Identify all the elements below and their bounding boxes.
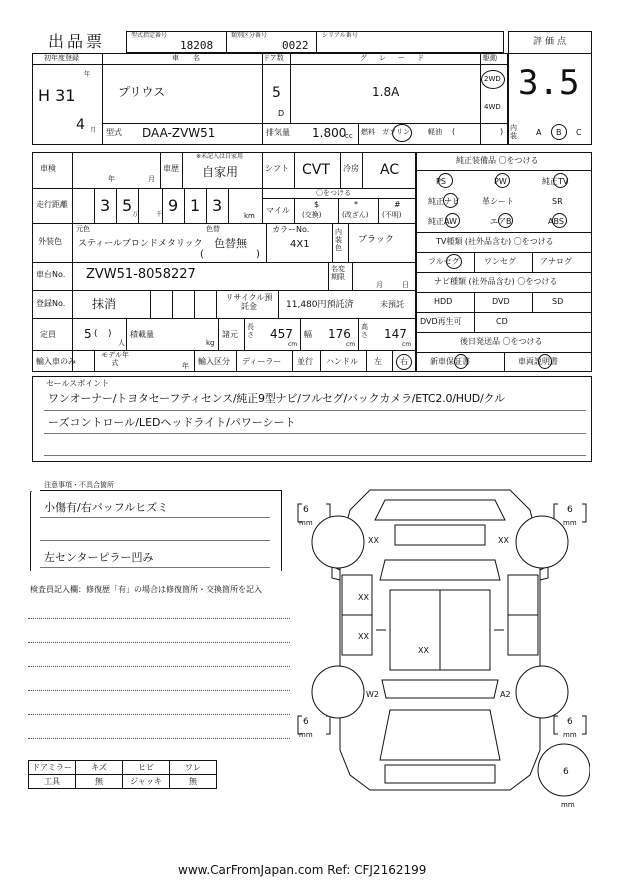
height-value: 147	[384, 327, 407, 341]
mileage-digit-3: 9	[168, 196, 179, 215]
load-label: 積載量	[130, 330, 154, 339]
exchange-label: (交換)	[302, 211, 322, 219]
tire-rear-left: 6	[303, 717, 309, 727]
class-no-value: 0022	[282, 39, 309, 52]
ac-label: 冷房	[343, 164, 359, 173]
dims-label: 諸元	[222, 330, 238, 339]
sales-point-line-1: ワンオーナー/トヨタセーフティセンス/純正9型ナビ/フルセグ/バックカメラ/ETC2.0/HUD/クル	[48, 392, 505, 405]
doors-label: ドア数	[263, 54, 284, 62]
recycle-value: 11,480円預託済	[286, 300, 354, 310]
unknown-label: (不明)	[382, 211, 402, 219]
length-value: 457	[270, 327, 293, 341]
ext-color-label: 外装色	[38, 237, 62, 246]
repaint-value: 色替無	[214, 237, 247, 250]
color-no-label: カラーNo.	[272, 225, 310, 234]
first-reg-label: 初年度登録	[44, 54, 79, 62]
drive-2wd-circle	[481, 70, 505, 89]
inspector-note: 検査員記入欄：修復歴「有」の場合は修復箇所・交換箇所を記入	[30, 585, 262, 594]
notes-label: 注意事項・不具合箇所	[44, 481, 114, 489]
interior-label: 内装	[510, 124, 517, 140]
displacement-label: 排気量	[266, 128, 290, 137]
first-reg-month: 4	[76, 117, 85, 133]
damage-mark: W2	[366, 690, 379, 699]
shaken-label: 車検	[40, 164, 56, 173]
notes-line-1: 小傷有/右バッフルヒズミ	[44, 501, 169, 514]
doors-value: 5	[272, 85, 281, 101]
grade-label: グレード	[360, 54, 436, 62]
recycle-label: リサイクル預託金	[225, 293, 273, 312]
tire-rear-right: 6	[567, 717, 573, 727]
model-no-label: 型式指定番号	[131, 32, 168, 39]
mileage-digit-2: 5	[122, 196, 133, 215]
interior-b-circle	[551, 124, 567, 140]
tv-title: TV種類 (社外品含む) 〇をつける	[436, 237, 554, 246]
equipment-title: 純正装備品 〇をつける	[456, 156, 539, 165]
capacity-value: 5	[84, 327, 92, 341]
damage-mark: XX	[498, 536, 509, 545]
ext-color-value: スティールブロンドメタリック	[78, 239, 203, 249]
capacity-label: 定員	[40, 330, 56, 339]
import-label: 輸入車のみ	[36, 357, 76, 366]
chassis-value: ZVW51-8058227	[86, 267, 196, 282]
sales-point-label: セールスポイント	[46, 379, 110, 388]
tire-spare: 6	[563, 767, 569, 777]
import-cat-label: 輸入区分	[198, 357, 230, 366]
tamper-label: (改ざん)	[342, 211, 369, 219]
tire-front-right: 6	[567, 505, 573, 515]
int-color-value: ブラック	[358, 235, 394, 245]
damage-mark: XX	[358, 632, 369, 641]
mileage-digit-5: 3	[212, 196, 223, 215]
fuel-label: 燃料	[361, 128, 375, 136]
damage-mark: A2	[500, 690, 511, 699]
damage-mark: XX	[358, 593, 369, 602]
car-name-value: プリウス	[118, 85, 166, 99]
mileage-label: 走行距離	[36, 200, 68, 209]
reg-label: 登録No.	[36, 299, 66, 308]
sheet-title: 出品票	[48, 32, 106, 51]
chassis-label: 車台No.	[36, 270, 66, 279]
score-value: 3.5	[518, 63, 580, 103]
mileage-digit-1: 3	[100, 196, 111, 215]
shift-value: CVT	[302, 162, 330, 178]
ac-value: AC	[380, 162, 400, 178]
first-reg-era: H 31	[38, 86, 76, 105]
legend-table: ドアミラー キズ ヒビ ワレ 工具 無 ジャッキ 無	[28, 760, 217, 789]
damage-mark: XX	[368, 536, 379, 545]
shift-label: シフト	[265, 164, 289, 173]
car-damage-diagram	[290, 470, 590, 810]
fuel-gasoline-circle	[392, 124, 412, 142]
fuel-gasoline: ガソリン	[382, 128, 410, 136]
drive-4wd: 4WD	[484, 103, 501, 111]
history-label: 車歴	[163, 164, 179, 173]
fuel-diesel: 軽油	[428, 128, 442, 136]
serial-label: シリアル番号	[322, 32, 358, 39]
reg-value: 抹消	[92, 297, 117, 311]
handle-right-circle	[396, 354, 412, 370]
mileage-digit-4: 1	[190, 196, 201, 215]
post-title: 後日発送品 〇をつける	[460, 337, 543, 346]
color-no-value: 4X1	[290, 239, 310, 250]
drive-label: 駆動	[483, 54, 497, 62]
unpaid-label: 未預託	[380, 300, 404, 309]
score-label: 評価点	[533, 37, 570, 47]
tire-front-left: 6	[303, 505, 309, 515]
int-color-label: 内装色	[335, 228, 342, 253]
sales-point-line-2: ーズコントロール/LEDヘッドライト/パワーシート	[48, 416, 296, 429]
class-no-label: 類別区分番号	[231, 32, 268, 39]
drive-2wd: 2WD	[484, 75, 501, 83]
grade-value: 1.8A	[372, 85, 400, 99]
history-value: 自家用	[202, 165, 239, 179]
model-year-label: モデル年式	[101, 351, 129, 367]
mile-label: マイル	[266, 206, 290, 215]
model-value: DAA-ZVW51	[142, 126, 216, 140]
name-change-label: 名変期限	[331, 265, 345, 282]
footer-watermark: www.CarFromJapan.com Ref: CFJ2162199	[178, 863, 427, 877]
model-label: 型式	[106, 128, 122, 137]
car-name-label: 車名	[172, 54, 214, 62]
width-value: 176	[328, 327, 351, 341]
navi-title: ナビ種類 (社外品含む) 〇をつける	[434, 277, 558, 286]
model-no-value: 18208	[180, 39, 214, 52]
notes-line-2: 左センターピラー凹み	[44, 551, 154, 564]
damage-mark: XX	[418, 646, 429, 655]
displacement-value: 1.800	[312, 126, 347, 140]
